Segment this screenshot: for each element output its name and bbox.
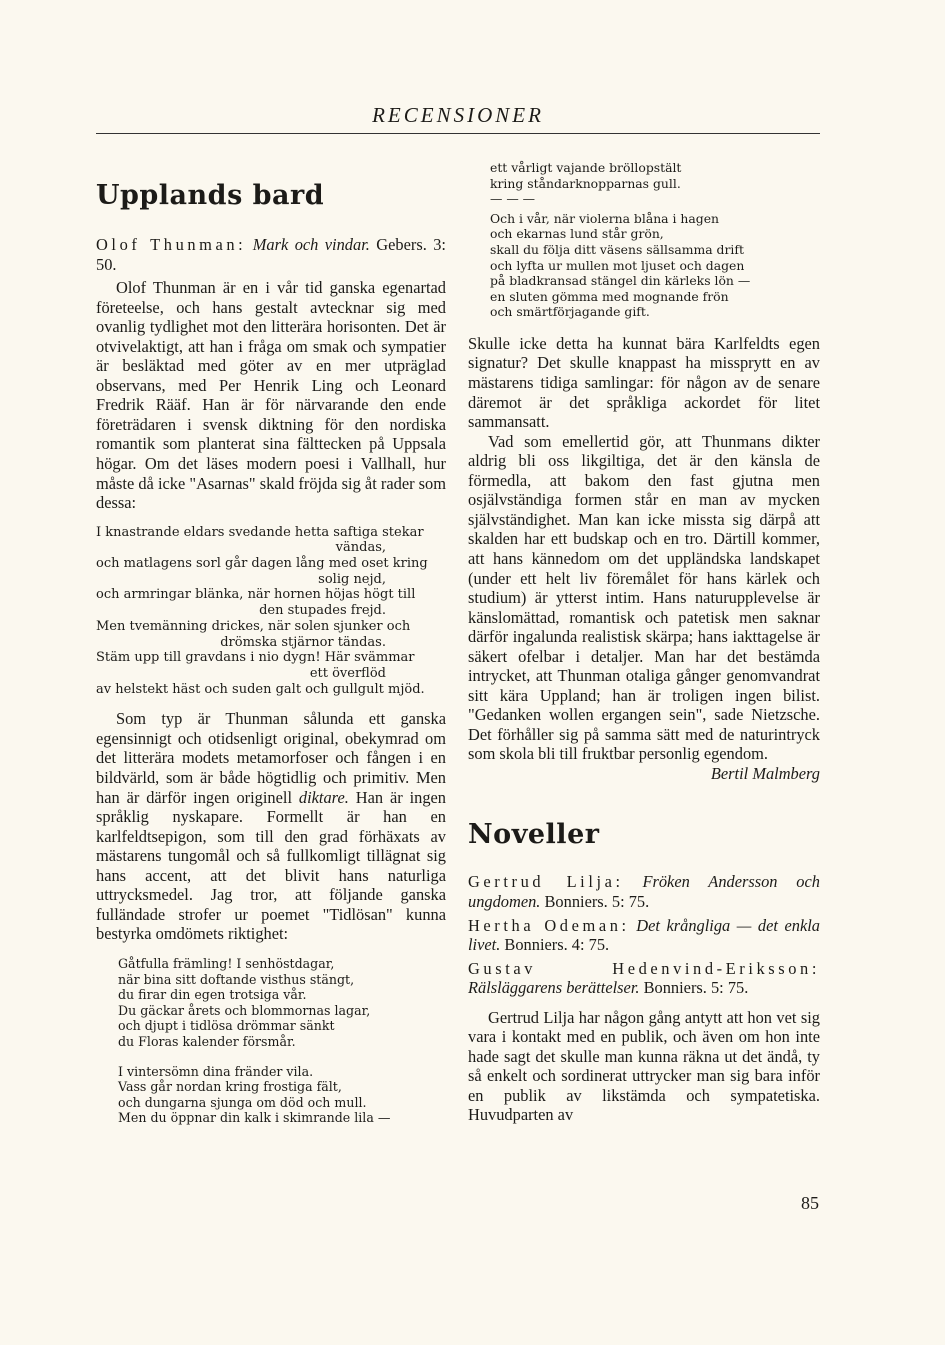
poem-line: I vintersömn dina fränder vila. — [118, 1063, 314, 1079]
running-head: RECENSIONER — [372, 103, 544, 127]
bibliography-entry-3 — [468, 959, 820, 998]
poem-line: du Floras kalender försmår. — [118, 1033, 296, 1049]
review-signature: Bertil Malmberg — [710, 763, 820, 783]
poem-line: kring ståndarknopparnas gull. — [490, 175, 681, 191]
poem-line: Men tvemänning drickes, när solen sjunker och — [96, 618, 411, 634]
section-title-noveller: Noveller — [468, 819, 600, 851]
poem-line: av helstekt häst och suden galt och gullgult mjöd. — [96, 681, 425, 697]
paragraph-5: Gertrud Lilja har någon gång antytt att hon vet sig vara i kontakt med en publik, och även om hon inte hade sagt det skulle man kunna räkna ut det ändå, ty så enkelt och sordinerat uttrycker man sig bara inför en publik av likstämda och sympatetiska. Huvudparten av — [468, 1007, 820, 1125]
page-number: 85 — [801, 1193, 819, 1213]
bib-author: Gustav Hedenvind-Eriksson: — [468, 958, 820, 978]
header-rule — [96, 133, 820, 134]
poem-line: Gåtfulla främling! I senhöstdagar, — [118, 955, 335, 971]
bibliography-entry-2 — [468, 916, 820, 955]
poem-line: Du gäckar årets och blommornas lagar, — [118, 1002, 371, 1018]
poem-line: ett vårligt vajande bröllopstält — [490, 160, 682, 175]
bib-title: Mark och vindar. — [252, 235, 370, 254]
bibliography-entry — [96, 235, 446, 274]
bib-title: Rälsläggarens berättelser. — [468, 978, 640, 998]
bib-title: Fröken Andersson och ungdomen. — [468, 872, 820, 912]
bib-author: Olof Thunman: — [96, 235, 247, 254]
paragraph-2-text-a: Som typ är Thunman sålunda ett ganska egensinnigt och otidsenligt original, obekymrad om det litterära modets metamorfoser och fången i en bildvärld, som är både högtidlig och primitiv. Men han är därför ingen originell — [96, 709, 446, 807]
bib-publisher: Bonniers. 4: 75. — [504, 935, 610, 955]
bib-author: Hertha Odeman: — [468, 915, 630, 935]
poem-line: och smärtförjagande gift. — [490, 304, 650, 320]
poem-line: en sluten gömma med mognande frön — [490, 288, 729, 304]
left-column — [96, 150, 446, 1140]
bibliography-entry-1 — [468, 872, 820, 911]
quoted-poem-2-stanza-2 — [118, 1064, 446, 1126]
poem-continuation-1 — [490, 160, 820, 207]
poem-line: Vass går nordan kring frostiga fält, — [118, 1079, 342, 1095]
poem-line-cont: solig nejd, — [318, 571, 386, 587]
paragraph-2 — [96, 709, 446, 944]
poem-line: Och i vår, när violerna blåna i hagen — [490, 210, 720, 226]
quoted-poem-1 — [96, 525, 446, 698]
poem-line: på bladkransad stängel din kärleks lön — — [490, 273, 751, 289]
bib-publisher: Gebers. 3: 50. — [96, 235, 446, 274]
paragraph-3: Skulle icke detta ha kunnat bära Karlfeldts egen signatur? Det skulle knappast ha missprytt en av mästarens tidiga samlingar: för någon av de senare däremot är det språkliga ackordet för litet sammansatt. — [468, 333, 820, 432]
bib-author: Gertrud Lilja: — [468, 872, 624, 892]
poem-line: Stäm upp till gravdans i nio dygn! Här svämmar — [96, 650, 415, 666]
poem-line-cont: drömska stjärnor tändas. — [220, 634, 386, 650]
poem-line: skall du följa ditt väsens sällsamma drift — [490, 241, 744, 257]
poem-line: Men du öppnar din kalk i skimrande lila — — [118, 1110, 391, 1126]
poem-line: du firar din egen trotsiga vår. — [118, 987, 307, 1003]
poem-line: och dungarna sjunga om död och mull. — [118, 1094, 367, 1110]
poem-continuation-2 — [490, 211, 820, 320]
bib-publisher: Bonniers. 5: 75. — [544, 892, 650, 912]
poem-line: när bina sitt doftande visthus stängt, — [118, 971, 355, 987]
poem-line: och djupt i tidlösa drömmar sänkt — [118, 1018, 335, 1034]
quoted-poem-2-stanza-1 — [118, 956, 446, 1050]
right-column — [468, 160, 820, 1125]
poem-dashes: — — — — [490, 191, 536, 207]
poem-line: I knastrande eldars svedande hetta saftiga stekar — [96, 524, 424, 540]
bib-publisher: Bonniers. 5: 75. — [643, 978, 749, 998]
paragraph-2-emphasis: diktare. — [298, 787, 349, 807]
poem-line-cont: vändas, — [335, 540, 386, 556]
paragraph-1: Olof Thunman är en i vår tid ganska egenartad företeelse, och hans gestalt avtecknar sig med ovanlig tydlighet mot den litterära horisonten. Det är otvivelaktigt, att han i fråga om smak och sympatier är besläktad med göter av en mer utpräglad observans, med Per Henrik Ling och Leonard Fredrik Rääf. Han är för närvarande den ende företrädaren i svensk diktning för den nordiska romantik som planterat sina fälttecken på Uppsala högar. Om det läses modern poesi i Vallhall, hur måste då icke "Asarnas" skald fröjda sig åt rader som dessa: — [96, 278, 446, 513]
bib-title: Det krångliga — det enkla livet. — [468, 915, 820, 955]
poem-line: och ekarnas lund står grön, — [490, 226, 664, 242]
review-title: Upplands bard — [96, 180, 325, 211]
poem-line: och lyfta ur mullen mot ljuset och dagen — [490, 257, 745, 273]
paragraph-4: Vad som emellertid gör, att Thunmans dikter aldrig bli oss likgiltiga, det är den känsla de förmedla, att bakom den fast gjutna men osjälvständiga formen står en man av mycken självständighet. Man kan icke missta sig därpå att skalden har ett budskap och en tro. Därtill kommer, att hans kännedom om det uppländska landskapet (under ett helt liv föremålet för hans kärlek och studium) är ytterst intim. Hans naturupplevelse är känslomättad, romantisk och patetisk men saknar därför ingalunda realistisk skärpa; hans iakttagelse är säkert ofelbar i detaljer. Man har det bestämda intrycket, att Thunman otaliga gånger genomvandrat sitt kära Uppland; han är troligen ingen bilist. "Gedanken wollen ergangen sein", sade Nietzsche. Det förhåller sig på samma sätt med de naturintryck som skola bli till fruktbar personlig egendom. — [468, 431, 820, 764]
poem-line-cont: ett överflöd — [309, 665, 386, 681]
poem-line: och armringar blänka, när hornen höjas högt till — [96, 587, 416, 603]
poem-line: och matlagens sorl går dagen lång med oset kring — [96, 556, 428, 572]
paragraph-2-text-b: Han är ingen språklig nyskapare. Formellt är han en karlfeldtsepigon, som till den grad förhäxats av mästarens tungomål och så fullkomligt tillägnat sig hans accent, att det blivit hans naturliga uttrycksmedel. Jag tror, att följande ganska fulländade strofer ur poemet "Tidlösan" kunna bestyrka omdömets riktighet: — [96, 787, 446, 944]
poem-line-cont: den stupades frejd. — [259, 603, 386, 619]
